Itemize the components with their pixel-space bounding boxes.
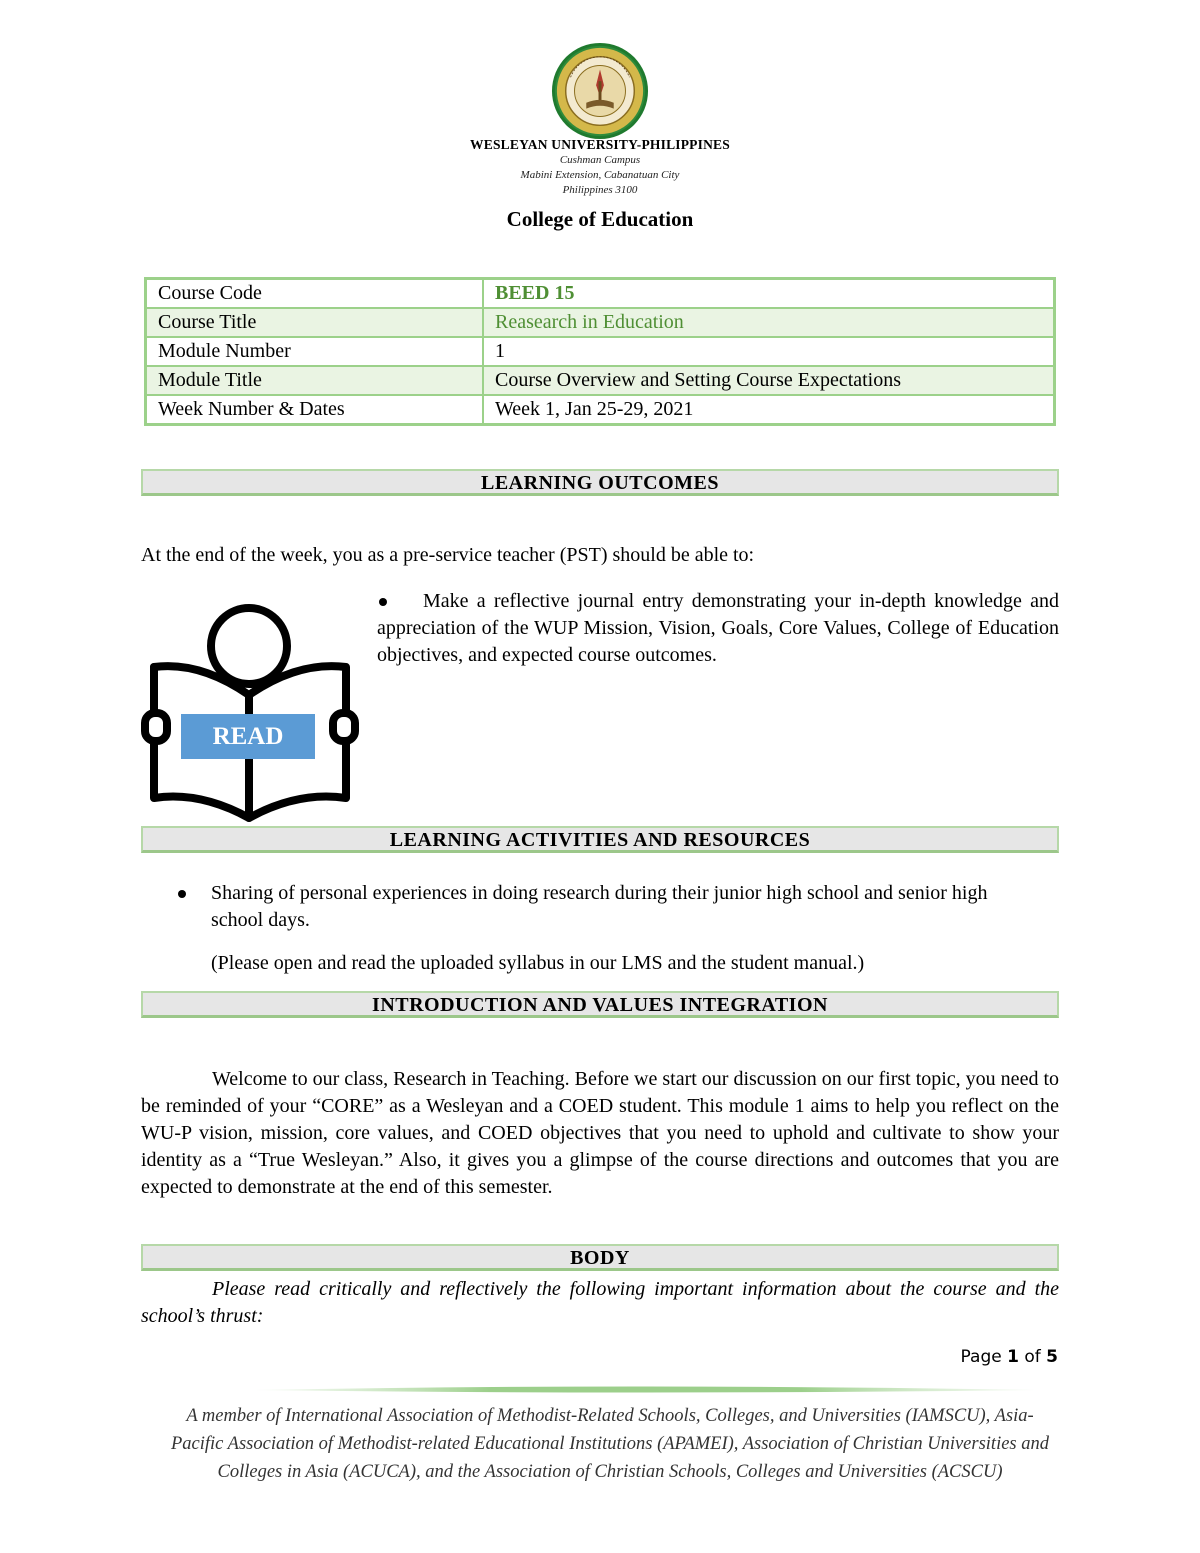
learning-outcomes-intro: At the end of the week, you as a pre-service teacher (PST) should be able to: bbox=[141, 544, 755, 566]
activity-note: (Please open and read the uploaded syllabus in our LMS and the student manual.) bbox=[211, 952, 865, 974]
week-dates-label: Week Number & Dates bbox=[146, 395, 484, 425]
university-name: WESLEYAN UNIVERSITY-PHILIPPINES bbox=[470, 137, 730, 152]
course-title-label: Course Title bbox=[146, 308, 484, 337]
introduction-heading: INTRODUCTION AND VALUES INTEGRATION bbox=[141, 991, 1059, 1018]
course-title-value: Reasearch in Education bbox=[483, 308, 1055, 337]
campus-name: Cushman Campus bbox=[559, 154, 641, 166]
footer-membership-line: A member of International Association of Methodist-Related Schools, Colleges, and Universities (IAMSCU), Asia- bbox=[186, 1406, 1034, 1426]
module-title-value: Course Overview and Setting Course Expectations bbox=[483, 366, 1055, 395]
introduction-paragraph: Welcome to our class, Research in Teaching. Before we start our discussion on our first topic, you need to be reminded of your “CORE” as a Wesleyan and a COED student. This module 1 aims to help you reflect on the WU-P vision, mission, core values, and COED objectives that you need to uphold and cultivate to show your identity as a “True Wesleyan.” Also, it gives you a glimpse of the course directions and outcomes that you are expected to demonstrate at the end of this semester. bbox=[141, 1068, 1059, 1198]
campus-country: Philippines 3100 bbox=[562, 184, 638, 196]
campus-address: Mabini Extension, Cabanatuan City bbox=[520, 169, 680, 181]
module-number-label: Module Number bbox=[146, 337, 484, 366]
module-title-label: Module Title bbox=[146, 366, 484, 395]
course-info-table bbox=[144, 277, 1056, 426]
course-code-label: Course Code bbox=[146, 279, 484, 309]
table-row bbox=[146, 395, 1055, 425]
university-seal-icon bbox=[551, 42, 649, 140]
college-title: College of Education bbox=[506, 207, 694, 231]
read-badge: READ bbox=[181, 714, 315, 759]
table-row bbox=[146, 337, 1055, 366]
module-number-value: 1 bbox=[483, 337, 1055, 366]
course-code-value: BEED 15 bbox=[483, 279, 1055, 309]
footer-membership-line: Pacific Association of Methodist-related Educational Institutions (APAMEI), Association of Christian Universities and bbox=[171, 1434, 1049, 1454]
learning-outcomes-heading: LEARNING OUTCOMES bbox=[141, 469, 1059, 496]
footer-membership-line: Colleges in Asia (ACUCA), and the Association of Christian Schools, Colleges and Universities (ACSCU) bbox=[217, 1462, 1003, 1482]
body-instruction: Please read critically and reflectively the following important information about the course and the school’s thrust: bbox=[141, 1278, 1059, 1327]
footer-divider bbox=[255, 1383, 1035, 1395]
learning-activities-heading: LEARNING ACTIVITIES AND RESOURCES bbox=[141, 826, 1059, 853]
bullet-icon bbox=[178, 890, 186, 898]
page-number: Page 1 of 5 bbox=[960, 1347, 1058, 1367]
table-row bbox=[146, 366, 1055, 395]
week-dates-value: Week 1, Jan 25-29, 2021 bbox=[483, 395, 1055, 425]
table-row bbox=[146, 279, 1055, 309]
activity-item: Sharing of personal experiences in doing research during their junior high school and senior high school days. bbox=[211, 882, 988, 931]
table-row bbox=[146, 308, 1055, 337]
body-heading: BODY bbox=[141, 1244, 1059, 1271]
learning-outcome-item: Make a reflective journal entry demonstrating your in-depth knowledge and appreciation of the WUP Mission, Vision, Goals, Core Values, College of Education objectives, and expected course outcomes. bbox=[377, 590, 1059, 666]
